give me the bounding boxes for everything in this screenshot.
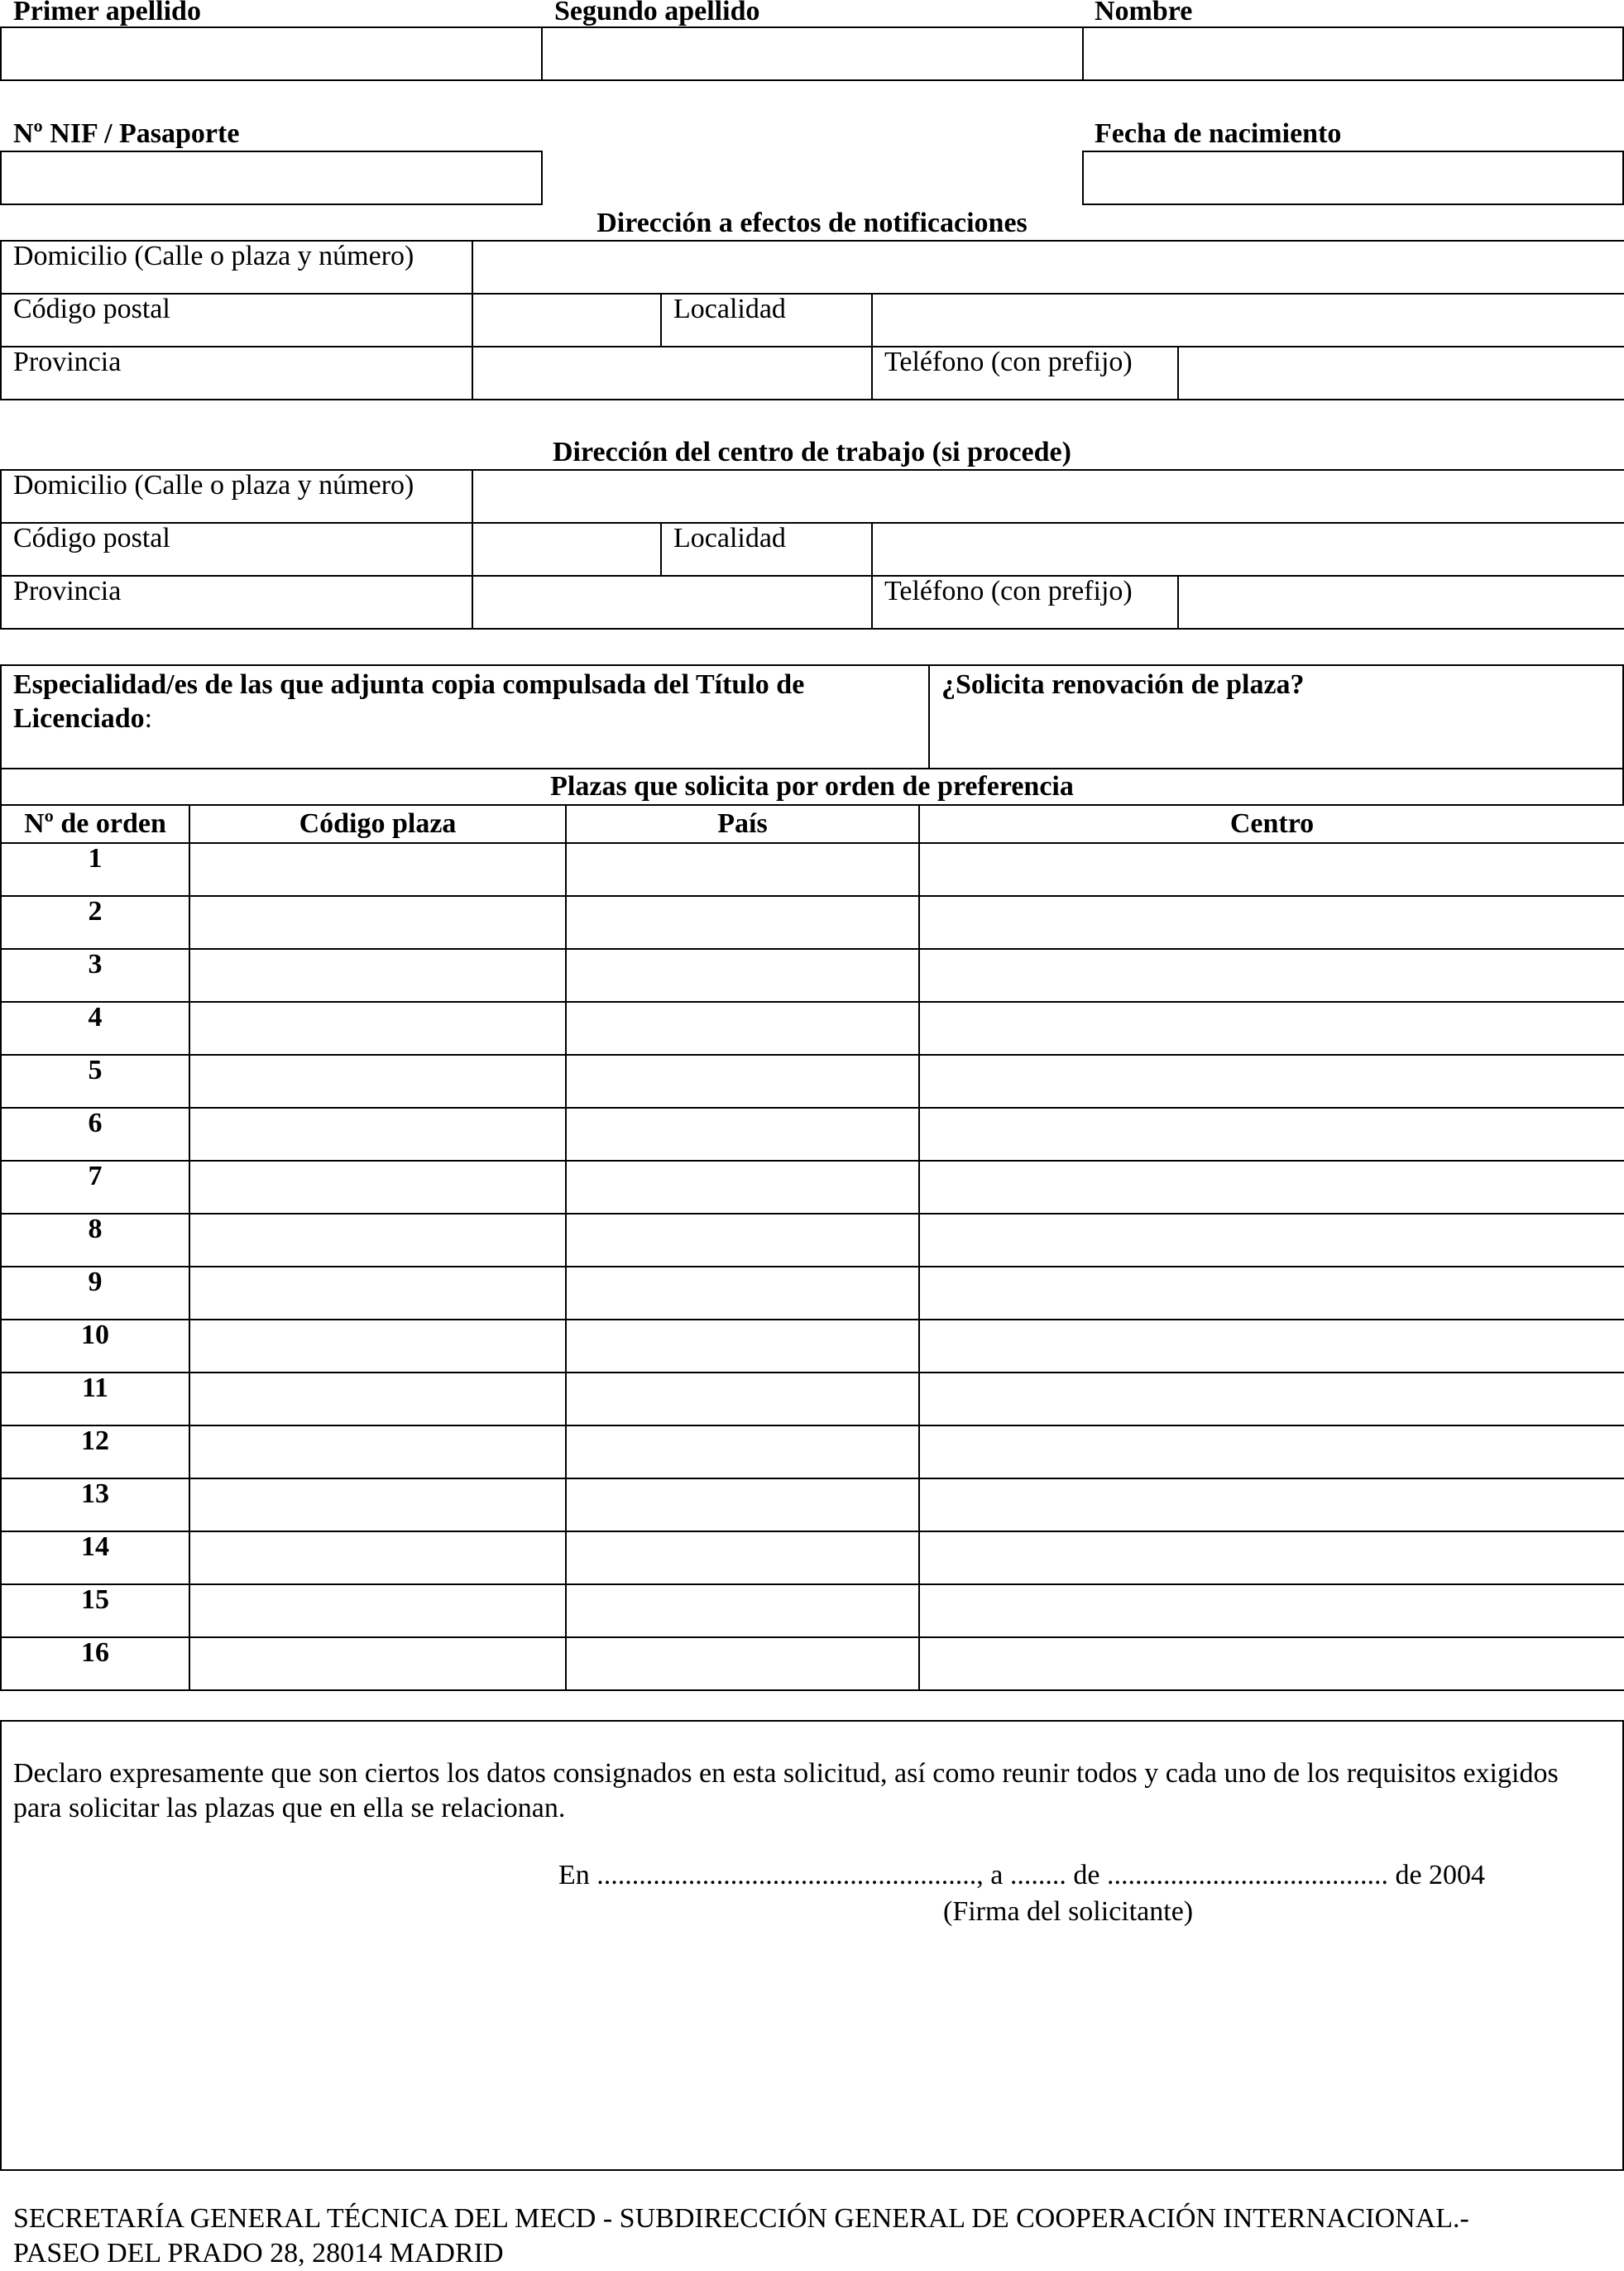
pais-cell[interactable]	[566, 1584, 919, 1637]
table-row	[1, 1320, 1624, 1373]
orden-cell: 11	[1, 1373, 189, 1425]
pais-cell[interactable]	[566, 1478, 919, 1531]
codigo-plaza-cell[interactable]	[189, 1531, 566, 1584]
orden-cell: 4	[1, 1002, 189, 1055]
orden-cell: 8	[1, 1214, 189, 1267]
footer-line-2: PASEO DEL PRADO 28, 28014 MADRID	[13, 2238, 504, 2269]
especialidades-label: Especialidad/es de las que adjunta copia compulsada del Título de	[13, 669, 805, 700]
centro-cell[interactable]	[919, 1373, 1624, 1425]
table-row	[1, 1373, 1624, 1425]
table-row	[1, 1584, 1624, 1637]
pais-cell[interactable]	[566, 1214, 919, 1267]
orden-cell: 6	[1, 1108, 189, 1161]
codigo-plaza-cell[interactable]	[189, 1320, 566, 1373]
centro-cell[interactable]	[919, 1002, 1624, 1055]
trabajo-provincia-field[interactable]	[472, 576, 872, 629]
firma-label: (Firma del solicitante)	[943, 1896, 1194, 1927]
domicilio-label: Domicilio (Calle o plaza y número)	[1, 241, 472, 294]
primer-apellido-label: Primer apellido	[13, 0, 201, 26]
codigo-postal-label: Código postal	[1, 294, 472, 347]
especialidades-colon: :	[144, 703, 153, 734]
centro-cell[interactable]	[919, 1478, 1624, 1531]
table-row	[1, 1055, 1624, 1108]
table-row	[1, 1002, 1624, 1055]
provincia-field[interactable]	[472, 347, 872, 400]
header-pais: País	[566, 805, 919, 843]
notificaciones-title: Dirección a efectos de notificaciones	[596, 208, 1028, 238]
pais-cell[interactable]	[566, 843, 919, 896]
codigo-plaza-cell[interactable]	[189, 1055, 566, 1108]
pais-cell[interactable]	[566, 1425, 919, 1478]
trabajo-provincia-label: Provincia	[1, 576, 472, 629]
codigo-plaza-cell[interactable]	[189, 949, 566, 1002]
primer-apellido-field[interactable]	[0, 26, 543, 81]
orden-cell: 9	[1, 1267, 189, 1320]
footer-line-1: SECRETARÍA GENERAL TÉCNICA DEL MECD - SUBDIRECCIÓN GENERAL DE COOPERACIÓN INTERNACIONAL.-	[13, 2203, 1469, 2234]
centro-cell[interactable]	[919, 1161, 1624, 1214]
codigo-plaza-cell[interactable]	[189, 1637, 566, 1690]
centro-cell[interactable]	[919, 1214, 1624, 1267]
table-row	[1, 896, 1624, 949]
trabajo-domicilio-label: Domicilio (Calle o plaza y número)	[1, 470, 472, 523]
codigo-plaza-cell[interactable]	[189, 1425, 566, 1478]
centro-cell[interactable]	[919, 1584, 1624, 1637]
pais-cell[interactable]	[566, 1161, 919, 1214]
centro-cell[interactable]	[919, 1637, 1624, 1690]
declaracion-text: Declaro expresamente que son ciertos los datos consignados en esta solicitud, así como reunir todos y cada uno de los requisitos exigidos para solicitar las plazas que en ella se relacionan.	[13, 1758, 1559, 1823]
telefono-field[interactable]	[1178, 347, 1624, 400]
orden-cell: 3	[1, 949, 189, 1002]
domicilio-field[interactable]	[472, 241, 1624, 294]
fecha-nacimiento-field[interactable]	[1082, 151, 1624, 205]
orden-cell: 1	[1, 843, 189, 896]
orden-cell: 14	[1, 1531, 189, 1584]
codigo-plaza-cell[interactable]	[189, 1267, 566, 1320]
orden-cell: 2	[1, 896, 189, 949]
codigo-plaza-cell[interactable]	[189, 1161, 566, 1214]
codigo-plaza-cell[interactable]	[189, 896, 566, 949]
centro-cell[interactable]	[919, 949, 1624, 1002]
centro-cell[interactable]	[919, 1531, 1624, 1584]
nif-label: Nº NIF / Pasaporte	[13, 118, 240, 149]
trabajo-domicilio-field[interactable]	[472, 470, 1624, 523]
centro-cell[interactable]	[919, 1055, 1624, 1108]
localidad-label: Localidad	[661, 294, 872, 347]
table-row	[1, 1637, 1624, 1690]
pais-cell[interactable]	[566, 1055, 919, 1108]
table-row	[1, 1267, 1624, 1320]
pais-cell[interactable]	[566, 1320, 919, 1373]
table-row	[1, 1478, 1624, 1531]
renovacion-label: ¿Solicita renovación de plaza?	[941, 669, 1305, 700]
pais-cell[interactable]	[566, 1373, 919, 1425]
table-row	[1, 843, 1624, 896]
codigo-postal-field[interactable]	[472, 294, 661, 347]
plazas-header-row	[1, 805, 1624, 843]
table-row	[1, 1425, 1624, 1478]
plazas-title: Plazas que solicita por orden de preferencia	[550, 771, 1074, 802]
pais-cell[interactable]	[566, 896, 919, 949]
orden-cell: 5	[1, 1055, 189, 1108]
especialidades-field[interactable]	[0, 664, 930, 769]
orden-cell: 16	[1, 1637, 189, 1690]
table-row	[1, 1161, 1624, 1214]
centro-cell[interactable]	[919, 1320, 1624, 1373]
centro-cell[interactable]	[919, 843, 1624, 896]
codigo-plaza-cell[interactable]	[189, 1478, 566, 1531]
centro-cell[interactable]	[919, 896, 1624, 949]
orden-cell: 13	[1, 1478, 189, 1531]
fecha-nacimiento-label: Fecha de nacimiento	[1095, 118, 1342, 149]
segundo-apellido-field[interactable]	[541, 26, 1084, 81]
trabajo-telefono-label: Teléfono (con prefijo)	[872, 576, 1178, 629]
pais-cell[interactable]	[566, 1531, 919, 1584]
codigo-plaza-cell[interactable]	[189, 1002, 566, 1055]
trabajo-telefono-field[interactable]	[1178, 576, 1624, 629]
nombre-label: Nombre	[1095, 0, 1193, 26]
trabajo-table	[0, 469, 1624, 630]
codigo-plaza-cell[interactable]	[189, 1108, 566, 1161]
codigo-plaza-cell[interactable]	[189, 1584, 566, 1637]
centro-cell[interactable]	[919, 1108, 1624, 1161]
header-codigo-plaza: Código plaza	[189, 805, 566, 843]
nombre-field[interactable]	[1082, 26, 1624, 81]
header-orden: Nº de orden	[1, 805, 189, 843]
plazas-title-row	[0, 768, 1624, 806]
codigo-plaza-cell[interactable]	[189, 1214, 566, 1267]
declaracion-box	[0, 1720, 1624, 2171]
header-centro: Centro	[919, 805, 1624, 843]
lugar-fecha: En ......................................................, a ........ de ........................................ de 2004	[558, 1860, 1486, 1890]
notificaciones-table	[0, 240, 1624, 400]
orden-cell: 12	[1, 1425, 189, 1478]
centro-cell[interactable]	[919, 1425, 1624, 1478]
orden-cell: 7	[1, 1161, 189, 1214]
trabajo-localidad-label: Localidad	[661, 523, 872, 576]
localidad-field[interactable]	[872, 294, 1624, 347]
orden-cell: 15	[1, 1584, 189, 1637]
table-row	[1, 1108, 1624, 1161]
codigo-plaza-cell[interactable]	[189, 1373, 566, 1425]
nif-field[interactable]	[0, 151, 543, 205]
segundo-apellido-label: Segundo apellido	[554, 0, 760, 26]
pais-cell[interactable]	[566, 1002, 919, 1055]
pais-cell[interactable]	[566, 1267, 919, 1320]
plazas-table	[0, 804, 1624, 1691]
table-row	[1, 1531, 1624, 1584]
table-row	[1, 1214, 1624, 1267]
pais-cell[interactable]	[566, 949, 919, 1002]
orden-cell: 10	[1, 1320, 189, 1373]
centro-cell[interactable]	[919, 1267, 1624, 1320]
pais-cell[interactable]	[566, 1637, 919, 1690]
firma-area[interactable]	[167, 1937, 1458, 2160]
table-row	[1, 949, 1624, 1002]
especialidades-label-2: Licenciado	[13, 703, 145, 734]
codigo-plaza-cell[interactable]	[189, 843, 566, 896]
provincia-label: Provincia	[1, 347, 472, 400]
trabajo-codigo-postal-field[interactable]	[472, 523, 661, 576]
renovacion-field[interactable]	[928, 664, 1624, 769]
telefono-label: Teléfono (con prefijo)	[872, 347, 1178, 400]
trabajo-title: Dirección del centro de trabajo (si procede)	[553, 437, 1071, 467]
trabajo-codigo-postal-label: Código postal	[1, 523, 472, 576]
pais-cell[interactable]	[566, 1108, 919, 1161]
trabajo-localidad-field[interactable]	[872, 523, 1624, 576]
